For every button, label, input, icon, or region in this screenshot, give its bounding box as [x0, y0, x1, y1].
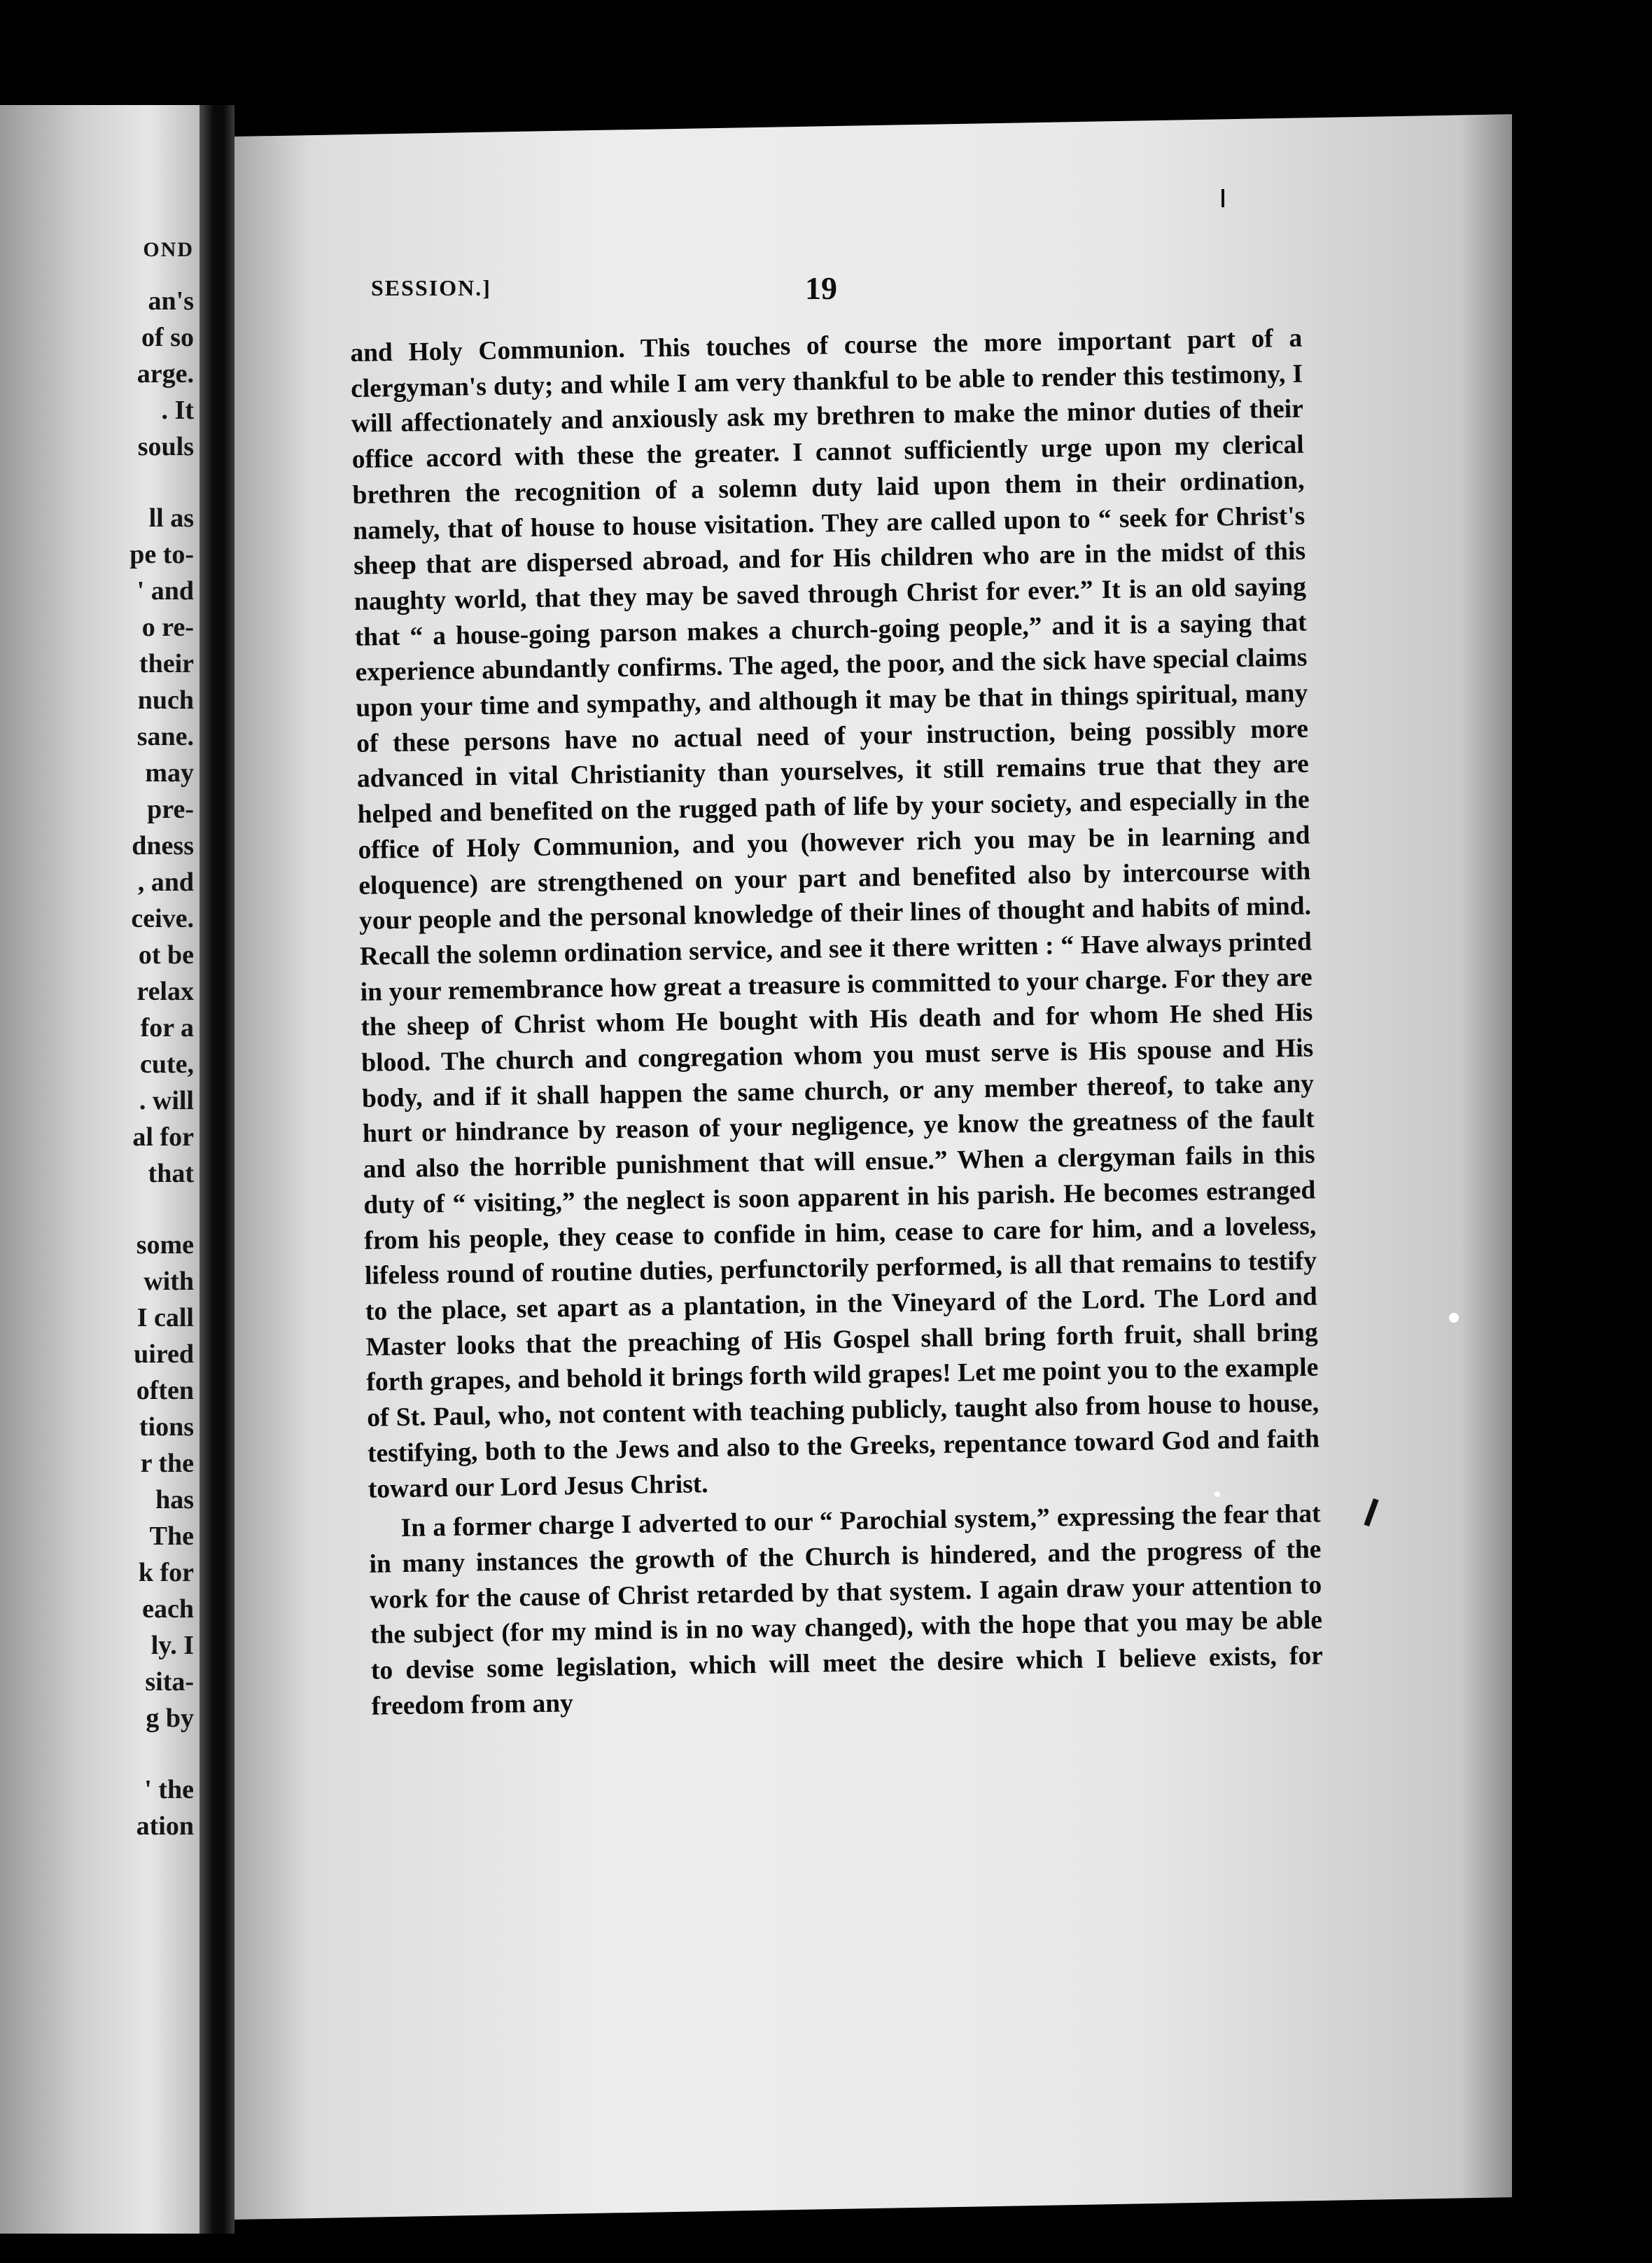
left-page-fragment: al for [132, 1122, 194, 1152]
page-number: 19 [805, 270, 837, 306]
left-page-fragment: some [136, 1230, 194, 1260]
scan-mark [1222, 189, 1224, 207]
left-page-fragment: ly. I [150, 1631, 194, 1660]
book-gutter [200, 105, 234, 2234]
left-page-fragment: The [149, 1522, 194, 1551]
left-page-fragment: . will [139, 1086, 194, 1115]
left-page-fragment: ot be [138, 940, 194, 970]
left-page-fragment: k for [138, 1558, 194, 1587]
left-page-fragment: cute, [139, 1050, 194, 1079]
left-page-fragment: tions [139, 1412, 194, 1442]
left-page-fragment: ll as [148, 503, 194, 533]
left-page-fragment: may [145, 758, 194, 788]
left-page-fragment: I call [136, 1303, 194, 1332]
left-page-fragment: . It [161, 396, 194, 425]
left-page-fragment: o re- [141, 613, 194, 642]
paragraph: and Holy Communion. This touches of course the more important part of a clergyman's duty; and while I am very thankful to be able to render this testimony, I will affectionately and anxiously ask my brethren to make the minor duties of their office accord with these the greater. I cannot sufficiently urge upon my clerical brethren the recognition of a solemn duty laid upon them in their ordination, namely, that of house to house visitation. They are called upon to “ seek for Christ's sheep that are dispersed abroad, and for His children who are in the midst of this naughty world, that they may be saved through Christ for ever.” It is an old saying that “ a house-going parson makes a church-going people,” and it is a saying that experience abundantly confirms. The aged, the poor, and the sick have special claims upon your time and sympathy, and although it may be that in things spiritual, many of these persons have no actual need of your instruction, being possibly more advanced in vital Christianity than yourselves, it still remains true that they are helped and benefited on the rugged path of life by your society, and especially in the office of Holy Communion, and you (however rich you may be in learning and eloquence) are strengthened on your part and benefited also by intercourse with your people and the personal knowledge of their lines of thought and habits of mind. Recall the solemn ordination service, and see it there written : “ Have always printed in your remembrance how great a treasure is committed to your charge. For they are the sheep of Christ whom He bought with His death and for whom He shed His blood. The church and congregation whom you must serve is His spouse and His body, and if it shall happen the same church, or any member thereof, to take any hurt or hindrance by reason of your negligence, ye know the greatness of the fault and also the horrible punishment that will ensue.” When a clergyman fails in this duty of “ visiting,” the neglect is soon apparent in his parish. He becomes estranged from his people, they cease to confide in him, cease to care for him, and a loveless, lifeless round of routine duties, perfunctorily performed, is all that remains to testify to the place, set apart as a plantation, in the Vineyard of the Lord. The Lord and Master looks that the preaching of His Gospel shall bring forth fruit, shall bring forth grapes, and behold it brings forth wild grapes! Let me point you to the example of St. Paul, who, not content with teaching publicly, taught also from house to house, testifying, both to the Jews and also to the Greeks, repentance toward God and faith toward our Lord Jesus Christ. [350, 323, 1320, 1504]
left-page-fragment: for a [140, 1013, 194, 1043]
left-page-fragment: arge. [136, 359, 194, 389]
left-page-edge [0, 105, 200, 2234]
left-page-fragment: their [139, 649, 194, 678]
left-page-fragment: of so [141, 323, 194, 352]
left-page-fragment: r the [140, 1449, 194, 1478]
left-page-fragment: pre- [147, 795, 194, 824]
left-page-fragment: ceive. [131, 904, 194, 933]
left-page-fragment: that [148, 1159, 194, 1188]
left-page-fragment: , and [137, 868, 194, 897]
left-page-fragment: pe to- [130, 540, 194, 569]
scan-speck [1449, 1313, 1459, 1323]
left-page-fragment: ' and [136, 576, 194, 606]
left-page-fragment: ' the [144, 1775, 194, 1804]
left-page-fragment: an's [148, 286, 194, 316]
page-header [371, 270, 1316, 312]
left-page-fragment: with [144, 1267, 194, 1296]
left-page-fragment: nuch [137, 685, 194, 715]
left-page-fragment: uired [134, 1339, 194, 1369]
left-page-fragment: sane. [136, 722, 194, 751]
left-page-fragment: dness [132, 831, 194, 861]
left-page-fragment: has [155, 1485, 194, 1515]
left-page-fragment: often [136, 1376, 194, 1405]
paragraph: In a former charge I adverted to our “ Parochial system,” expressing the fear that in many instances the growth of the Church is hindered, and the progress of the work for the cause of Christ retarded by that system. I again draw your attention to the subject (for my mind is in no way changed), with the hope that you may be able to devise some legislation, which will meet the desire which I believe exists, for freedom from any [369, 1499, 1324, 1721]
left-page-fragment: g by [146, 1704, 194, 1733]
left-page-fragment: relax [136, 977, 194, 1006]
left-page-fragment: ation [136, 1811, 194, 1841]
left-page-fragment: each [142, 1594, 194, 1624]
running-head: SESSION.] [371, 275, 491, 300]
left-page-fragment: OND [143, 238, 194, 261]
left-page-fragment: sita- [145, 1667, 194, 1697]
left-page-fragment: souls [137, 432, 194, 461]
scan-border-top [0, 0, 1652, 105]
scan-speck [1214, 1491, 1220, 1497]
body-text [350, 321, 1324, 1725]
